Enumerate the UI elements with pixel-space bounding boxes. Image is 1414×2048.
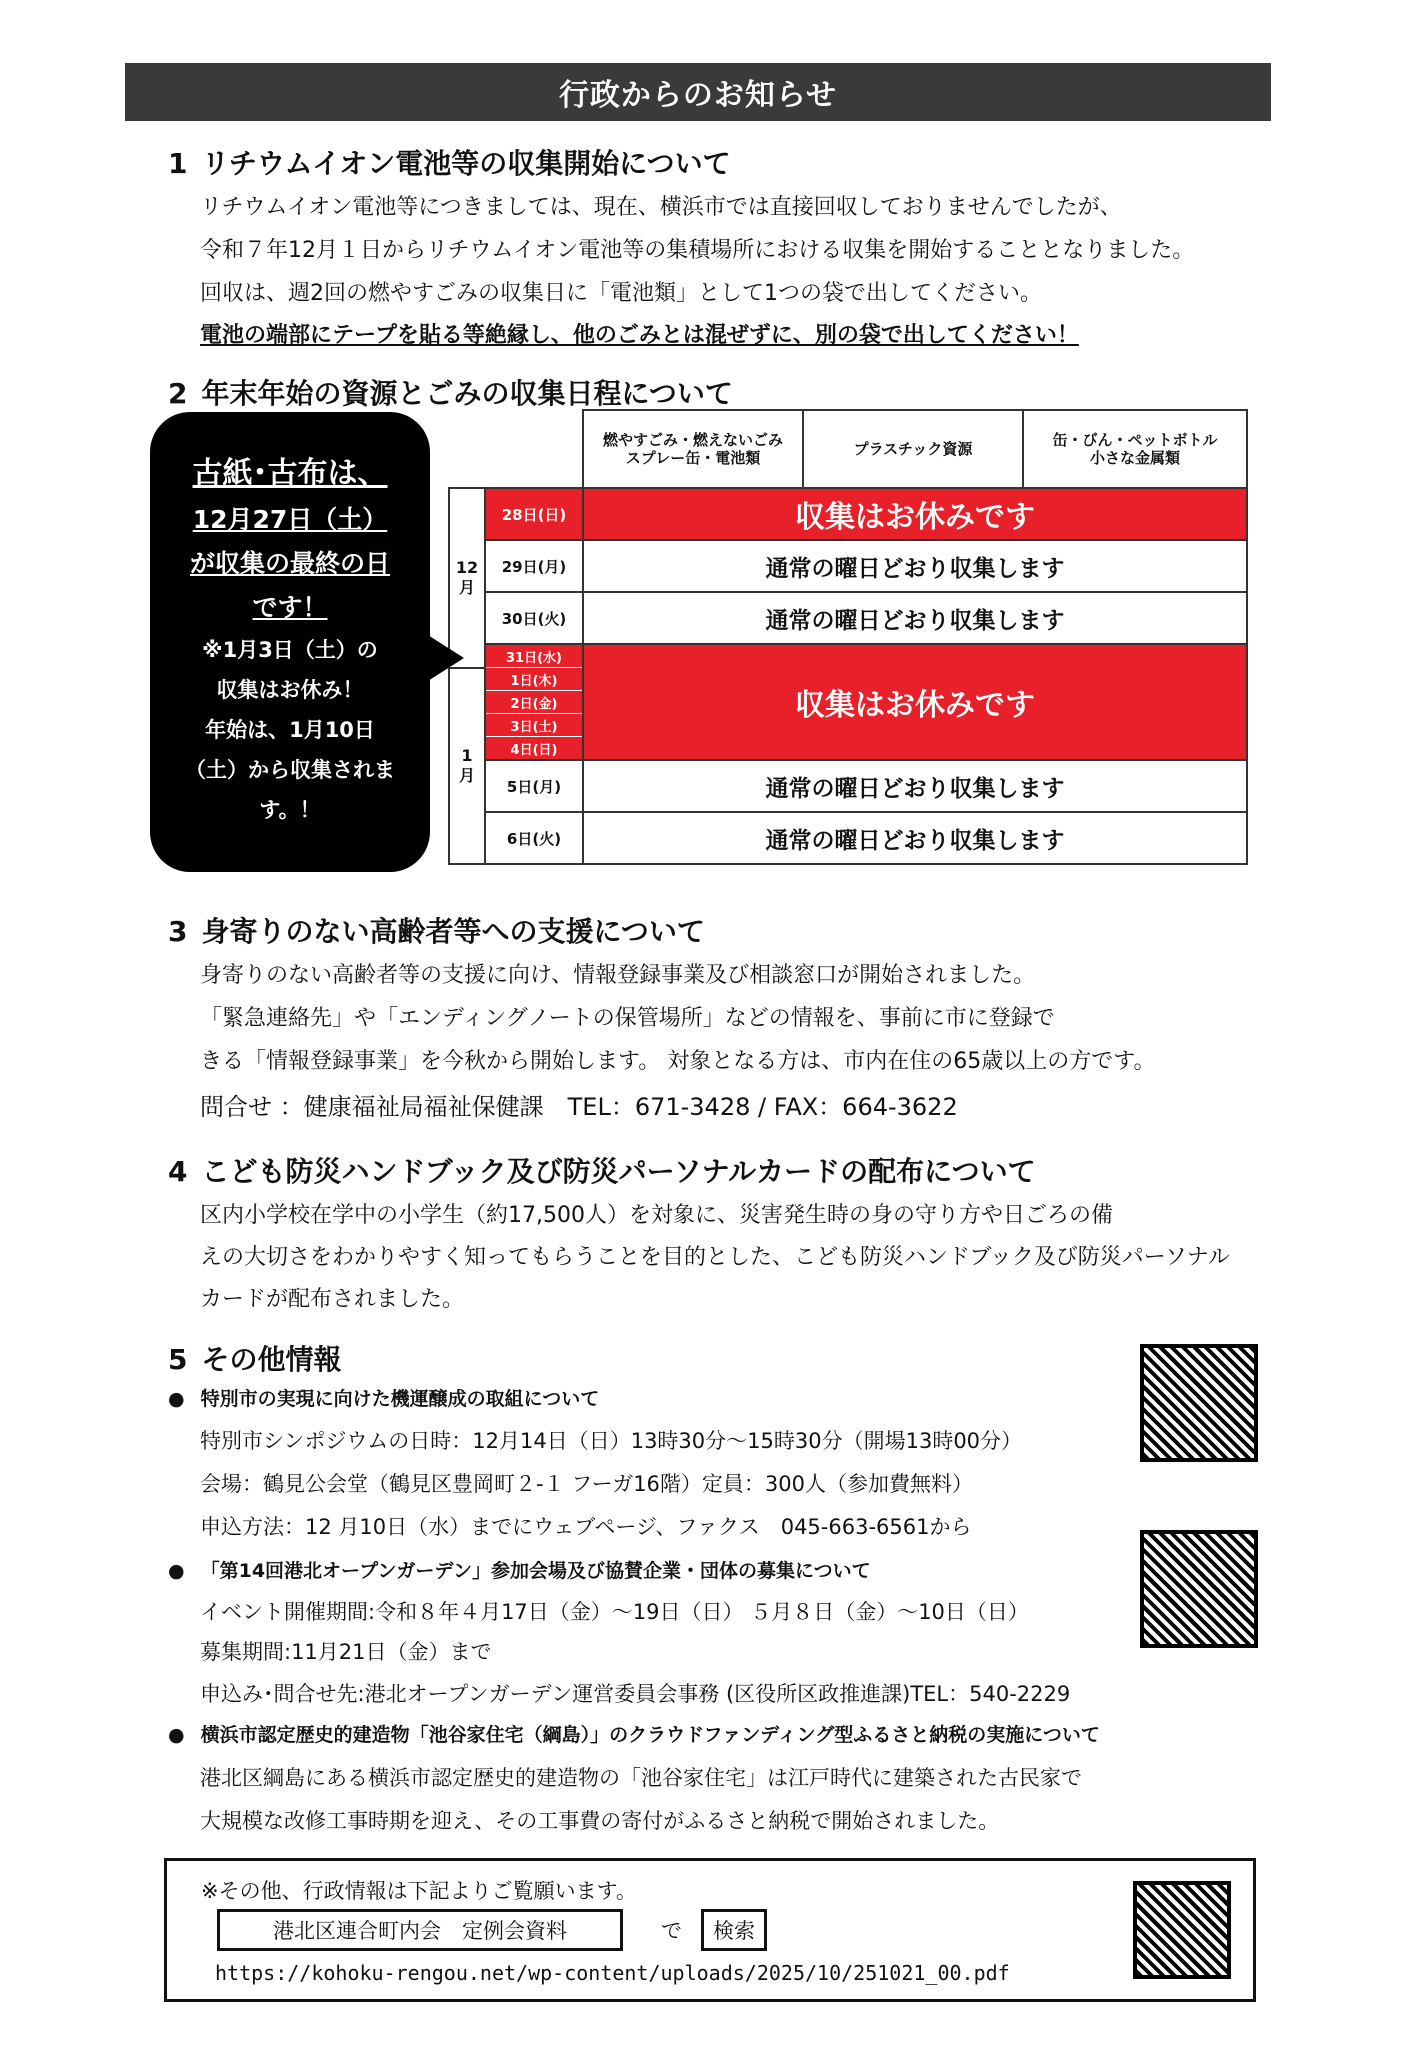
collection-normal-row: 通常の曜日どおり収集します bbox=[583, 540, 1247, 592]
collection-off-row: 収集はお休みです bbox=[583, 644, 1247, 760]
s3-line-1: 身寄りのない高齢者等の支援に向け、情報登録事業及び相談窓口が開始されました。 bbox=[200, 963, 1036, 988]
date-30: 30日(火) bbox=[485, 592, 583, 644]
header-cans-bottles: 缶・びん・ペットボトル 小さな金属類 bbox=[1023, 410, 1247, 488]
header-burnable: 燃やすごみ・燃えないごみ スプレー缶・電池類 bbox=[583, 410, 803, 488]
collection-normal-row: 通常の曜日どおり収集します bbox=[583, 592, 1247, 644]
s5-b3-line-2: 大規模な改修工事時期を迎え、その工事費の寄付がふるさと納税で開始されました。 bbox=[200, 1809, 1000, 1833]
date-1: 1日(木) bbox=[485, 668, 583, 691]
qr-code-open-garden[interactable] bbox=[1140, 1530, 1258, 1648]
callout-line: が収集の最終の日 bbox=[189, 549, 390, 578]
s3-line-2: 「緊急連絡先」や「エンディングノートの保管場所」などの情報を、事前に市に登録で bbox=[200, 1006, 1055, 1031]
s4-line-1: 区内小学校在学中の小学生（約17,500人）を対象に、災害発生時の身の守り方や日ごろの備 bbox=[200, 1203, 1113, 1228]
section-title-text: こども防災ハンドブック及び防災パーソナルカードの配布について bbox=[201, 1155, 1036, 1188]
section-title-text: リチウムイオン電池等の収集開始について bbox=[201, 147, 731, 180]
bullet-special-city: ● 特別市の実現に向けた機運醸成の取組について bbox=[168, 1384, 599, 1411]
s5-b1-line-1: 特別市シンポジウムの日時：12月14日（日）13時30分～15時30分（開場13時00分） bbox=[200, 1429, 1023, 1453]
qr-code-footer[interactable] bbox=[1133, 1881, 1231, 1979]
date-4: 4日(日) bbox=[485, 737, 583, 761]
s1-line-3: 回収は、週2回の燃やすごみの収集日に「電池類」として1つの袋で出してください。 bbox=[200, 281, 1042, 306]
s4-line-3: カードが配布されました。 bbox=[200, 1287, 465, 1312]
date-3: 3日(土) bbox=[485, 714, 583, 737]
s1-line-1: リチウムイオン電池等につきましては、現在、横浜市では直接回収しておりませんでしたが、 bbox=[200, 195, 1122, 220]
month-january: 1 月 bbox=[449, 668, 485, 865]
collection-normal-row: 通常の曜日どおり収集します bbox=[583, 760, 1247, 812]
header-plastic: プラスチック資源 bbox=[803, 410, 1023, 488]
callout-line: 収集はお休み！ bbox=[216, 678, 364, 702]
s5-b2-line-2: 募集期間:11月21日（金）まで bbox=[200, 1640, 492, 1664]
callout-line: ※1月3日（土）の bbox=[202, 638, 378, 662]
s1-emphasis: 電池の端部にテープを貼る等絶縁し、他のごみとは混ぜずに、別の袋で出してください！ bbox=[200, 323, 1079, 348]
section-3-title bbox=[168, 910, 705, 950]
section-title-text: 身寄りのない高齢者等への支援について bbox=[201, 915, 705, 948]
bullet-ikeya-house: ● 横浜市認定歴史的建造物「池谷家住宅（綱島）」のクラウドファンディング型ふるさと納税の実施について bbox=[168, 1720, 1100, 1747]
month-december: 12 月 bbox=[449, 488, 485, 668]
paper-cloth-callout bbox=[150, 412, 430, 872]
s5-b2-line-3: 申込み･問合せ先:港北オープンガーデン運営委員会事務 (区役所区政推進課)TEL：540-2229 bbox=[200, 1682, 1071, 1706]
section-number: 4 bbox=[168, 1155, 188, 1188]
date-31: 31日(水) bbox=[485, 644, 583, 668]
s5-b1-line-2: 会場：鶴見公会堂（鶴見区豊岡町２-１ フーガ16階）定員：300人（参加費無料） bbox=[200, 1472, 974, 1496]
section-1-title bbox=[168, 142, 731, 182]
date-28: 28日(日) bbox=[485, 488, 583, 540]
s5-b3-line-1: 港北区綱島にある横浜市認定歴史的建造物の「池谷家住宅」は江戸時代に建築された古民家で bbox=[200, 1766, 1082, 1790]
section-number: 3 bbox=[168, 915, 188, 948]
footer-de: で bbox=[661, 1919, 682, 1943]
callout-line: （土）から収集されま bbox=[185, 758, 395, 782]
collection-off-row: 収集はお休みです bbox=[583, 488, 1247, 540]
footer-info-box bbox=[164, 1858, 1256, 2002]
s3-line-3: きる「情報登録事業」を今秋から開始します。 対象となる方は、市内在住の65歳以上の方です。 bbox=[200, 1049, 1156, 1074]
callout-line: 古紙･古布は、 bbox=[192, 456, 388, 491]
s4-line-2: えの大切さをわかりやすく知ってもらうことを目的とした、こども防災ハンドブック及び防災パーソナル bbox=[200, 1245, 1230, 1270]
bullet-open-garden: ● 「第14回港北オープンガーデン」参加会場及び協賛企業・団体の募集について bbox=[168, 1556, 871, 1583]
callout-line: 12月27日（土） bbox=[192, 505, 388, 534]
callout-line: 年始は、1月10日 bbox=[205, 718, 375, 742]
callout-line: す。！ bbox=[259, 798, 321, 822]
collection-normal-row: 通常の曜日どおり収集します bbox=[583, 812, 1247, 864]
section-5-title bbox=[168, 1338, 342, 1378]
date-5: 5日(月) bbox=[485, 760, 583, 812]
date-29: 29日(月) bbox=[485, 540, 583, 592]
date-6: 6日(火) bbox=[485, 812, 583, 864]
footer-url[interactable]: https://kohoku-rengou.net/wp-content/uploads/2025/10/251021_00.pdf bbox=[215, 1961, 1010, 1985]
search-button[interactable]: 検索 bbox=[701, 1909, 767, 1951]
section-4-title bbox=[168, 1150, 1036, 1190]
section-title-text: その他情報 bbox=[201, 1343, 342, 1376]
callout-line: です！ bbox=[252, 593, 328, 622]
s1-line-2: 令和７年12月１日からリチウムイオン電池等の集積場所における収集を開始することとなりました。 bbox=[200, 238, 1195, 263]
search-term-box[interactable]: 港北区連合町内会 定例会資料 bbox=[217, 1909, 623, 1951]
collection-schedule-table bbox=[448, 409, 1248, 865]
qr-code-special-city[interactable] bbox=[1140, 1344, 1258, 1462]
s5-b2-line-1: イベント開催期間:令和８年４月17日（金）～19日（日） ５月８日（金）～10日（日） bbox=[200, 1600, 1029, 1624]
section-2-title bbox=[168, 372, 733, 412]
section-number: 2 bbox=[168, 377, 188, 410]
s3-contact: 問合せ ：健康福祉局福祉保健課 TEL：671-3428 / FAX：664-3622 bbox=[200, 1093, 958, 1121]
s5-b1-line-3: 申込方法：12 月10日（水）までにウェブページ、ファクス 045-663-6561から bbox=[200, 1515, 972, 1539]
section-number: 5 bbox=[168, 1343, 188, 1376]
date-2: 2日(金) bbox=[485, 691, 583, 714]
footer-note: ※その他、行政情報は下記よりご覧願います。 bbox=[201, 1879, 637, 1903]
section-title-text: 年末年始の資源とごみの収集日程について bbox=[201, 377, 733, 410]
section-number: 1 bbox=[168, 147, 188, 180]
notice-banner: 行政からのお知らせ bbox=[125, 63, 1271, 121]
